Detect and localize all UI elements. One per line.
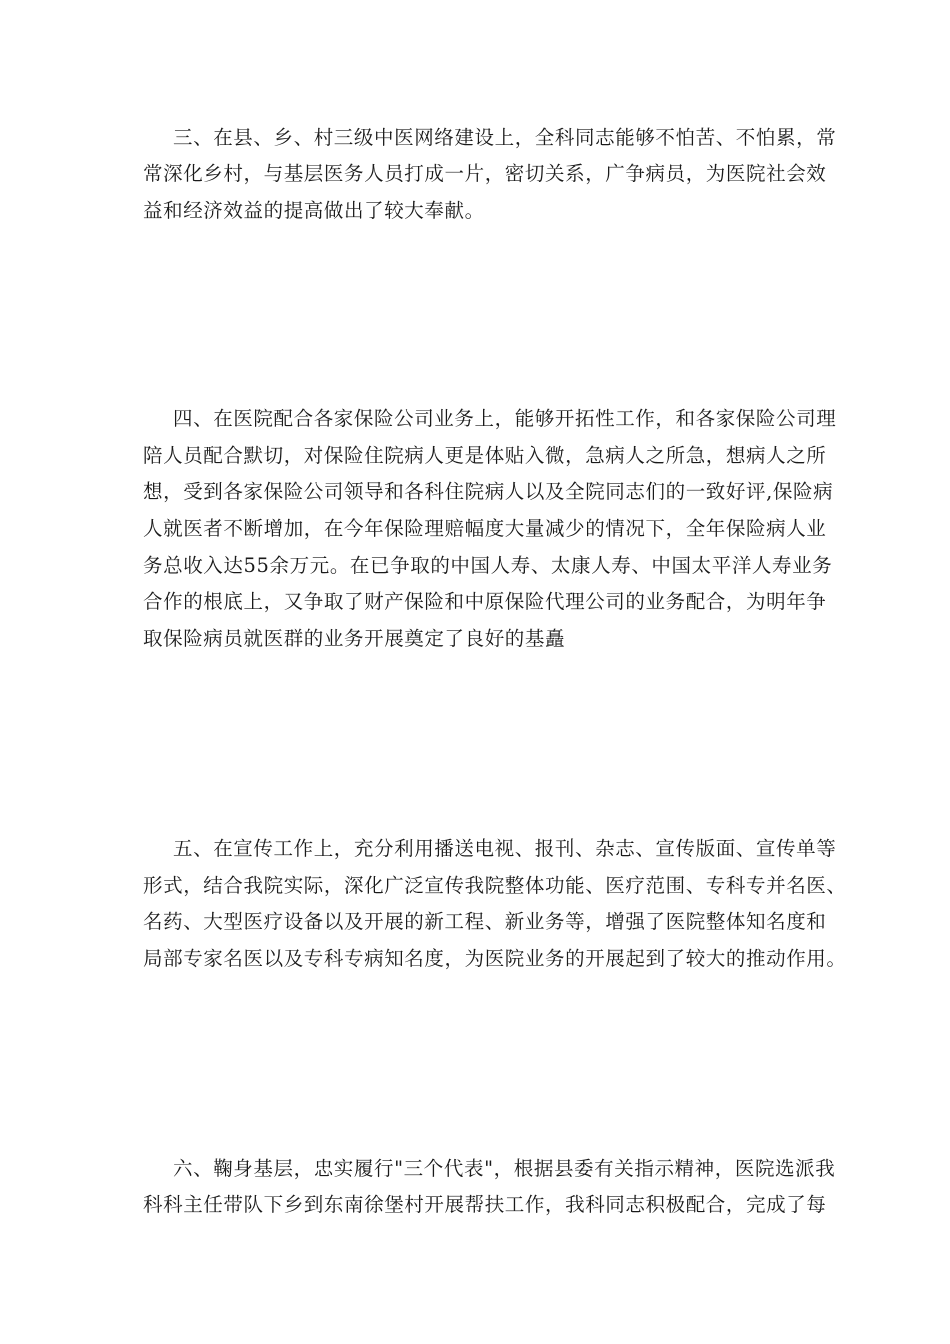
text-line: 四、在医院配合各家保险公司业务上，能够开拓性工作，和各家保险公司理	[173, 407, 837, 430]
text-line: 常深化乡村，与基层医务人员打成一片，密切关系，广争病员，为医院社会效	[143, 162, 827, 185]
text-line: 形式，结合我院实际，深化广泛宣传我院整体功能、医疗范围、专科专并名医、	[143, 874, 847, 897]
text-line: 合作的根底上，又争取了财产保险和中原保险代理公司的业务配合，为明年争	[143, 590, 827, 613]
text-line: 务总收入达55余万元。在已争取的中国人寿、太康人寿、中国太平洋人寿业务	[143, 554, 833, 577]
text-line: 益和经济效益的提高做出了较大奉献。	[143, 199, 485, 222]
text-line: 名药、大型医疗设备以及开展的新工程、新业务等，增强了医院整体知名度和	[143, 910, 827, 933]
text-line: 六、鞠身基层，忠实履行"三个代表"，根据县委有关指示精神，医院选派我	[173, 1157, 836, 1180]
text-line: 局部专家名医以及专科专病知名度，为医院业务的开展起到了较大的推动作用。	[143, 947, 847, 970]
text-line: 想，受到各家保险公司领导和各科住院病人以及全院同志们的一致好评,保险病	[143, 480, 834, 503]
text-line: 人就医者不断增加，在今年保险理赔幅度大量减少的情况下，全年保险病人业	[143, 517, 827, 540]
text-line: 科科主任带队下乡到东南徐堡村开展帮扶工作，我科同志积极配合，完成了每	[143, 1193, 827, 1216]
text-line: 三、在县、乡、村三级中医网络建设上，全科同志能够不怕苦、不怕累，常	[173, 126, 837, 149]
text-line: 取保险病员就医群的业务开展奠定了良好的基矗	[143, 627, 566, 650]
text-line: 陪人员配合默切，对保险住院病人更是体贴入微，急病人之所急，想病人之所	[143, 444, 827, 467]
text-line: 五、在宣传工作上，充分利用播送电视、报刊、杂志、宣传版面、宣传单等	[173, 837, 837, 860]
